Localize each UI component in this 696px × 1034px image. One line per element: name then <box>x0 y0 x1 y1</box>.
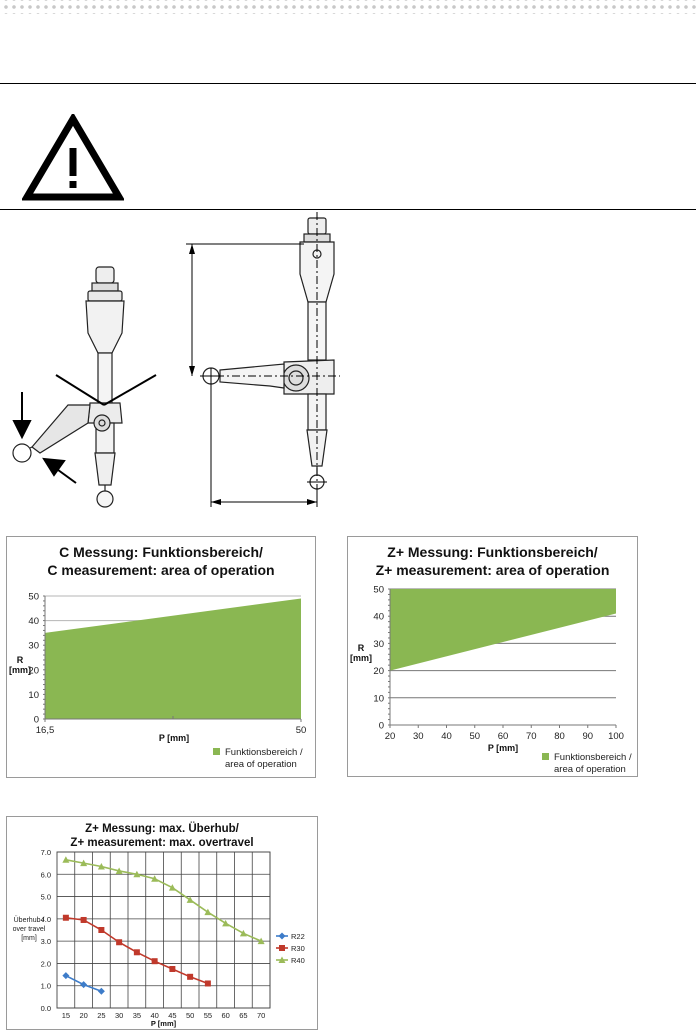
data-point-marker <box>98 927 104 933</box>
x-tick-label: 100 <box>608 731 624 742</box>
x-tick-label: 65 <box>239 1011 248 1020</box>
chart-c-title-line-1: C Messung: Funktionsbereich/ <box>59 544 263 560</box>
legend-label: R40 <box>291 956 305 965</box>
x-tick-label: 55 <box>203 1011 213 1020</box>
x-tick-label: 45 <box>168 1011 177 1020</box>
legend-label: area of operation <box>554 764 626 775</box>
data-point-marker <box>205 980 211 986</box>
x-tick-label: 70 <box>525 731 537 742</box>
y-axis-label: Überhub / <box>13 917 45 924</box>
x-tick-label: 60 <box>497 731 509 742</box>
y-axis-label: over travel <box>12 926 46 933</box>
x-tick-label: 35 <box>132 1011 142 1020</box>
area-of-operation-region <box>45 598 301 719</box>
x-axis-label: P [mm] <box>487 743 519 753</box>
y-tick-label: 10 <box>373 693 384 705</box>
y-tick-label: 50 <box>373 584 384 596</box>
chart-c-title-line-2: C measurement: area of operation <box>47 562 275 578</box>
x-tick-label: 40 <box>150 1011 159 1020</box>
x-tick-label: 20 <box>384 731 396 742</box>
data-point-marker <box>81 917 87 923</box>
data-point-marker <box>169 966 175 972</box>
data-point-marker <box>152 958 158 964</box>
x-tick-label: 20 <box>79 1011 88 1020</box>
chart-c-plot <box>7 537 315 777</box>
x-tick-label: 50 <box>185 1011 195 1020</box>
legend-swatch <box>542 753 549 760</box>
x-tick-label: 60 <box>221 1011 230 1020</box>
chart-zplus-area-panel <box>347 536 638 777</box>
legend-label: area of operation <box>225 759 297 770</box>
x-tick-label: 90 <box>582 731 594 742</box>
y-tick-label: 20 <box>28 665 39 677</box>
y-tick-label: 0 <box>378 720 384 732</box>
chart-zplus-plot <box>348 537 637 776</box>
y-tick-label: 7.0 <box>40 848 51 857</box>
legend-label: R22 <box>291 932 305 941</box>
y-tick-label: 10 <box>28 689 39 701</box>
area-of-operation-region <box>390 589 616 671</box>
probe-dimension-drawing <box>180 212 380 512</box>
x-tick-label: 80 <box>554 731 565 742</box>
data-point-marker <box>279 945 285 951</box>
mid-rule <box>0 209 696 210</box>
chart-overtravel-title-line-1: Z+ Messung: max. Überhub/ <box>85 823 239 835</box>
y-tick-label: 30 <box>373 638 384 650</box>
legend-label: Funktionsbereich / <box>225 747 303 758</box>
y-tick-label: 20 <box>373 666 384 678</box>
chart-overtravel-panel <box>6 816 318 1030</box>
x-tick-label: 50 <box>295 725 307 736</box>
probe-illustration-c-measurement <box>0 255 180 510</box>
data-point-marker <box>279 933 286 940</box>
legend-swatch <box>213 748 220 755</box>
chart-c-area-panel <box>6 536 316 778</box>
x-axis-label: P [mm] <box>150 1019 177 1028</box>
y-tick-label: 3.0 <box>40 937 51 947</box>
y-tick-label: 30 <box>28 640 39 652</box>
legend-label: Funktionsbereich / <box>554 752 632 763</box>
warning-icon <box>22 114 124 202</box>
x-tick-label: 30 <box>412 731 424 742</box>
y-tick-label: 40 <box>373 611 384 623</box>
y-tick-label: 1.0 <box>40 981 51 991</box>
y-axis-label: R <box>357 643 365 653</box>
y-tick-label: 5.0 <box>40 892 51 902</box>
legend-label: R30 <box>291 944 305 953</box>
x-axis-label: P [mm] <box>158 733 190 743</box>
data-point-marker <box>134 949 140 955</box>
y-tick-label: 2.0 <box>40 959 51 969</box>
y-axis-label: [mm] <box>350 653 372 663</box>
x-tick-label: 30 <box>114 1011 124 1020</box>
x-tick-label: 15 <box>61 1011 71 1020</box>
y-axis-label: R <box>16 655 24 665</box>
y-tick-label: 0 <box>33 714 39 726</box>
y-axis-label: [mm] <box>21 935 37 942</box>
y-axis-label: [mm] <box>9 665 31 675</box>
chart-overtravel-plot <box>7 817 317 1029</box>
top-rule <box>0 83 696 84</box>
chart-zplus-title-line-2: Z+ measurement: area of operation <box>375 562 610 578</box>
data-point-marker <box>116 939 122 945</box>
chart-overtravel-title-line-2: Z+ measurement: max. overtravel <box>70 837 254 849</box>
x-tick-label: 25 <box>97 1011 106 1020</box>
x-tick-label: 70 <box>256 1011 266 1020</box>
y-tick-label: 50 <box>28 591 39 603</box>
y-tick-label: 40 <box>28 616 39 628</box>
header-dotted-band <box>0 0 696 14</box>
data-point-marker <box>187 974 193 980</box>
x-tick-label: 50 <box>469 731 481 742</box>
chart-zplus-title-line-1: Z+ Messung: Funktionsbereich/ <box>387 544 598 560</box>
y-tick-label: 0.0 <box>40 1004 51 1013</box>
y-tick-label: 6.0 <box>40 870 51 880</box>
x-tick-label: 16,5 <box>35 725 55 736</box>
data-point-marker <box>63 915 69 921</box>
x-tick-label: 40 <box>441 731 452 742</box>
y-tick-label: 4.0 <box>40 914 51 924</box>
